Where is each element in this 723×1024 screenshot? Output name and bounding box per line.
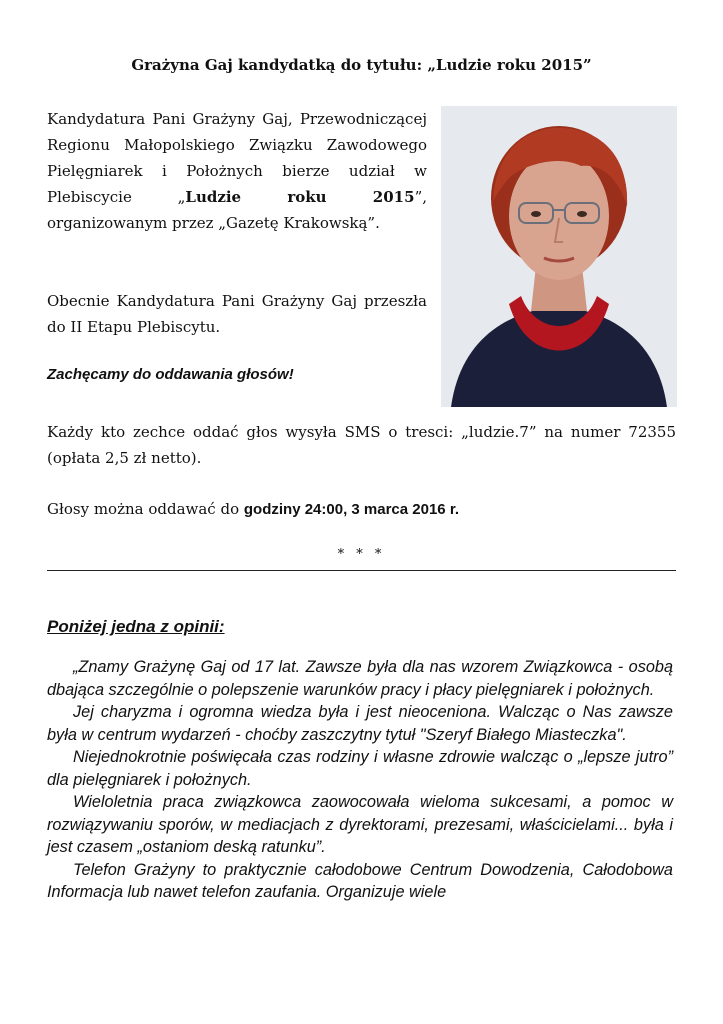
intro-paragraph: [47, 106, 427, 236]
quote-paragraph: Jej charyzma i ogromna wiedza była i jest nieoceniona. Walcząc o Nas zawsze była w centrum wydarzeń - choćby zaszczytny tytuł "Szeryf Białego Miasteczka".: [47, 703, 673, 744]
quote-paragraph: Telefon Grażyny to praktycznie całodobowe Centrum Dowodzenia, Całodobowa Informacja lub nawet telefon zaufania. Organizuje wiele: [47, 860, 673, 901]
opinion-heading: Poniżej jedna z opinii:: [47, 617, 225, 636]
quote-paragraph: Wieloletnia praca związkowca zaowocowała wieloma sukcesami, a pomoc w rozwiązywaniu sporów, w mediacjach z dyrektorami, prezesami, właścicielami... była i jest czasem „ostaniom deską ratunku”.: [47, 793, 673, 856]
plebiscite-name: Ludzie roku 2015: [185, 188, 415, 206]
voting-deadline: [47, 496, 676, 523]
portrait-illustration: [441, 106, 677, 407]
opinion-quote: [47, 656, 673, 904]
stage-paragraph: Obecnie Kandydatura Pani Grażyny Gaj przeszła do II Etapu Plebiscytu.: [47, 292, 427, 336]
candidate-photo: [441, 106, 677, 407]
horizontal-rule: [47, 570, 676, 571]
quote-paragraph: Niejednokrotnie poświęcała czas rodziny i własne zdrowie walcząc o „lepsze jutro” dla pielęgniarek i położnych.: [47, 748, 673, 789]
deadline-date: godziny 24:00, 3 marca 2016 r.: [243, 501, 459, 518]
page-title: Grażyna Gaj kandydatką do tytułu: „Ludzie roku 2015”: [131, 56, 592, 74]
deadline-text: Głosy można oddawać do: [47, 500, 244, 518]
intro-text-end: ”, organizowanym przez „Gazetę Krakowską”.: [47, 188, 427, 232]
encourage-heading: Zachęcamy do oddawania głosów!: [47, 366, 294, 383]
sms-instructions: Każdy kto zechce oddać głos wysyła SMS o tresci: „ludzie.7” na numer 72355 (opłata 2,5 zł netto).: [47, 423, 676, 467]
intro-text-start: Kandydatura Pani Grażyny Gaj, Przewodniczącej Regionu Małopolskiego Związku Zawodowego Pielęgniarek i Położnych bierze udział w Plebiscycie „: [47, 110, 427, 206]
quote-paragraph: „Znamy Grażynę Gaj od 17 lat. Zawsze była dla nas wzorem Związkowca - osobą dbająca szczególnie o polepszenie warunków pracy i płacy pielęgniarek i położnych.: [47, 658, 673, 699]
section-separator: * * *: [337, 547, 386, 562]
